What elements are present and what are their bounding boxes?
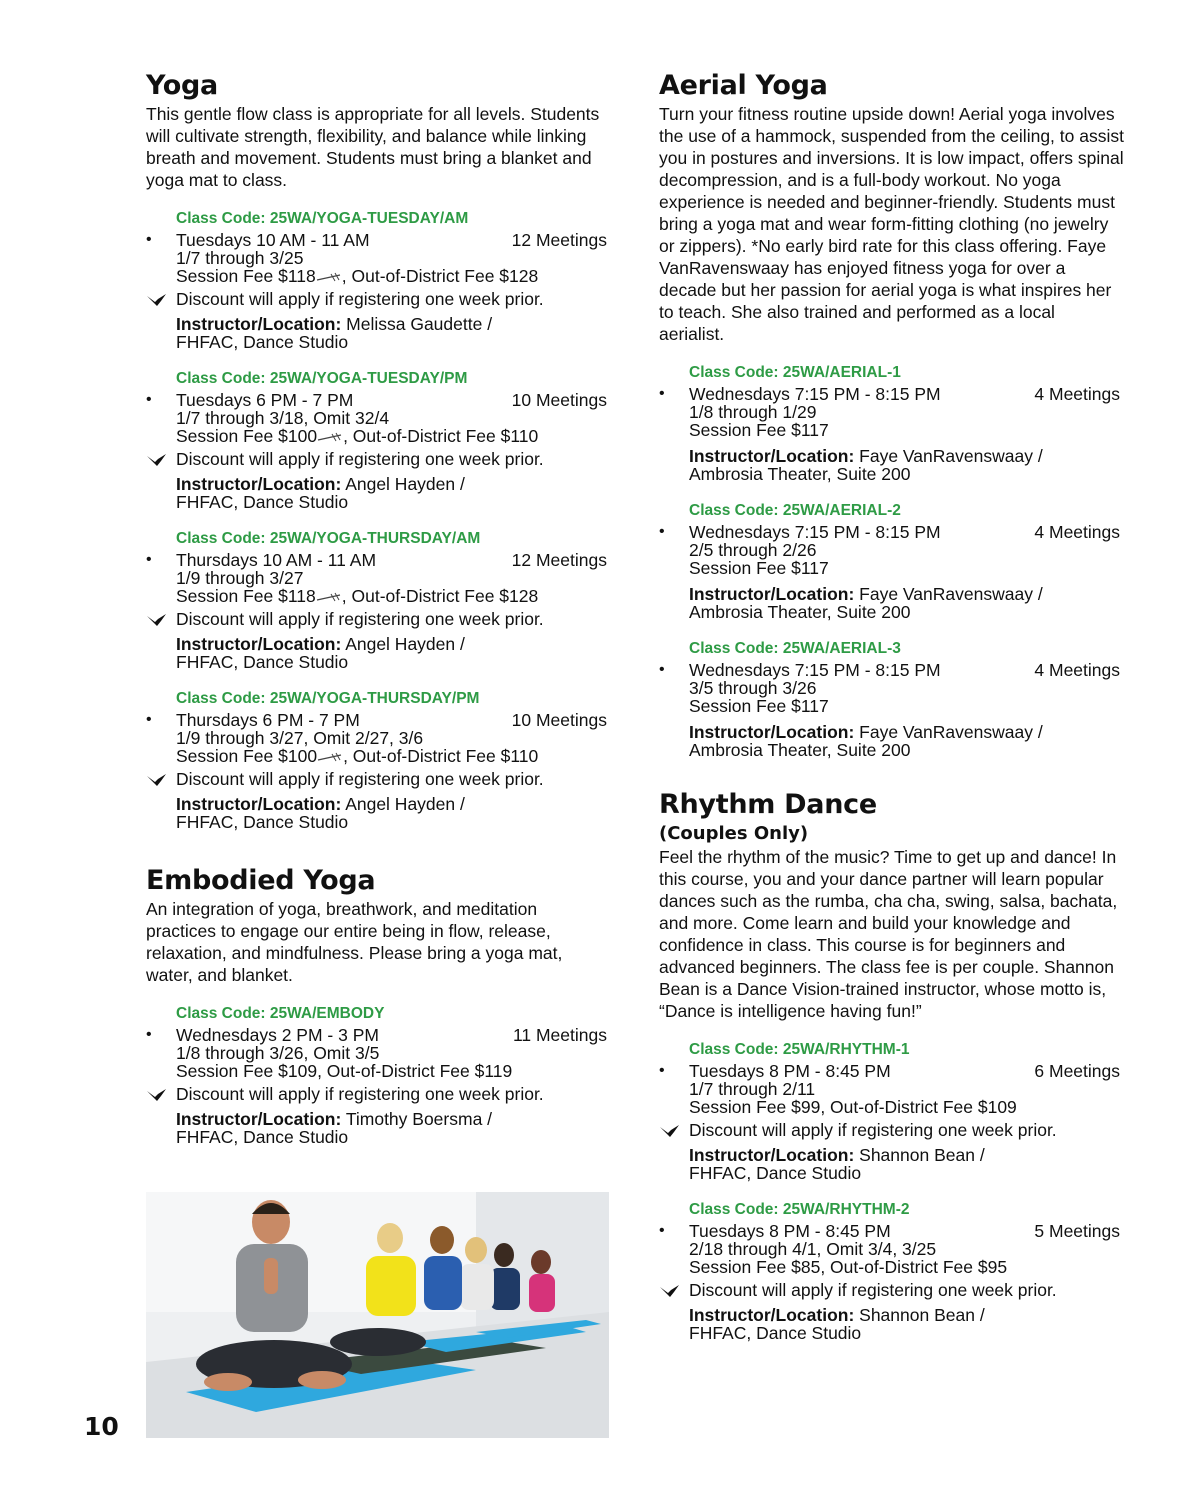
schedule: Tuesdays 8 PM - 8:45 PM (689, 1221, 891, 1241)
early-bird-icon (317, 431, 343, 443)
bird-icon (146, 773, 168, 787)
instructor-location (146, 635, 611, 671)
discount-text: Discount will apply if registering one week prior. (176, 1084, 544, 1104)
bullet: • (659, 1062, 665, 1079)
bird-icon (146, 613, 168, 627)
schedule-line (146, 551, 611, 569)
instructor-name: Angel Hayden / (345, 794, 465, 814)
location: FHFAC, Dance Studio (176, 652, 349, 672)
meetings-count: 10 Meetings (511, 710, 607, 730)
class-code: Class Code: 25WA/YOGA-TUESDAY/PM (176, 370, 468, 387)
dates: 3/5 through 3/26 (689, 678, 817, 698)
yoga-section (146, 70, 611, 831)
instructor-label: Instructor/Location: (689, 1145, 855, 1165)
dates: 2/18 through 4/1, Omit 3/4, 3/25 (689, 1239, 937, 1259)
class-session (659, 363, 1124, 483)
schedule: Wednesdays 7:15 PM - 8:15 PM (689, 384, 941, 404)
meetings-count: 4 Meetings (1034, 384, 1120, 404)
instructor-label: Instructor/Location: (176, 314, 342, 334)
dates: 1/9 through 3/27 (176, 568, 304, 588)
section-title: Embodied Yoga (146, 865, 376, 896)
instructor-location (146, 1110, 611, 1146)
out-of-district-fee: , Out-of-District Fee $110 (343, 426, 539, 446)
early-bird-icon (316, 271, 342, 283)
class-code: Class Code: 25WA/AERIAL-3 (689, 640, 901, 657)
aerial-yoga-section (659, 70, 1124, 759)
fee-line (146, 267, 611, 285)
discount-note (146, 1083, 611, 1105)
meetings-count: 4 Meetings (1034, 660, 1120, 680)
session-fee: Session Fee $100 (176, 746, 318, 766)
class-session (146, 689, 611, 831)
class-code: Class Code: 25WA/AERIAL-2 (689, 502, 901, 519)
schedule: Wednesdays 7:15 PM - 8:15 PM (689, 522, 941, 542)
schedule-line (659, 1062, 1124, 1080)
instructor-name: Melissa Gaudette / (346, 314, 493, 334)
location: FHFAC, Dance Studio (689, 1323, 862, 1343)
discount-note (146, 448, 611, 470)
dates: 1/8 through 1/29 (689, 402, 817, 422)
instructor-location (146, 795, 611, 831)
class-code: Class Code: 25WA/EMBODY (176, 1005, 385, 1022)
meetings-count: 4 Meetings (1034, 522, 1120, 542)
schedule-line (659, 1222, 1124, 1240)
section-title: Yoga (146, 70, 218, 101)
schedule-line (146, 391, 611, 409)
fee-line (146, 587, 611, 605)
location: FHFAC, Dance Studio (176, 1127, 349, 1147)
bullet: • (146, 711, 152, 728)
schedule-line (146, 711, 611, 729)
schedule-line (146, 1026, 611, 1044)
location: FHFAC, Dance Studio (176, 492, 349, 512)
dates: 2/5 through 2/26 (689, 540, 817, 560)
fee-line: Session Fee $109, Out-of-District Fee $119 (176, 1061, 513, 1081)
dates: 1/7 through 2/11 (689, 1079, 816, 1099)
fee-line (146, 747, 611, 765)
discount-note (659, 1279, 1124, 1301)
class-session (146, 209, 611, 351)
section-description: An integration of yoga, breathwork, and meditation practices to engage our entire being in flow, release, relaxation, and mindfulness. Please bring a yoga mat, water, and blanket. (146, 899, 563, 985)
discount-text: Discount will apply if registering one week prior. (176, 289, 544, 309)
right-column (659, 70, 1124, 1376)
schedule: Thursdays 6 PM - 7 PM (176, 710, 360, 730)
class-code: Class Code: 25WA/RHYTHM-2 (689, 1201, 910, 1218)
class-session (146, 529, 611, 671)
out-of-district-fee: , Out-of-District Fee $110 (343, 746, 539, 766)
section-title: Aerial Yoga (659, 70, 828, 101)
instructor-name: Shannon Bean / (859, 1305, 985, 1325)
session-fee: Session Fee $118 (176, 586, 316, 606)
instructor-name: Angel Hayden / (345, 474, 465, 494)
instructor-location (146, 475, 611, 511)
instructor-label: Instructor/Location: (176, 634, 342, 654)
meetings-count: 5 Meetings (1034, 1221, 1120, 1241)
session-fee: Session Fee $118 (176, 266, 316, 286)
session-fee: Session Fee $100 (176, 426, 318, 446)
schedule-line (659, 385, 1124, 403)
instructor-label: Instructor/Location: (689, 722, 855, 742)
discount-text: Discount will apply if registering one week prior. (176, 769, 544, 789)
class-session (659, 501, 1124, 621)
instructor-label: Instructor/Location: (176, 794, 342, 814)
location: FHFAC, Dance Studio (176, 812, 349, 832)
photo-illustration (146, 1192, 609, 1438)
bullet: • (146, 231, 152, 248)
section-description: This gentle flow class is appropriate for all levels. Students will cultivate strength, flexibility, and balance while linking breath and movement. Students must bring a blanket and yoga mat to class. (146, 104, 600, 190)
instructor-name: Angel Hayden / (345, 634, 465, 654)
schedule: Tuesdays 6 PM - 7 PM (176, 390, 354, 410)
meetings-count: 12 Meetings (511, 230, 607, 250)
instructor-name: Faye VanRavenswaay / (859, 584, 1043, 604)
early-bird-icon (316, 591, 342, 603)
class-code: Class Code: 25WA/RHYTHM-1 (689, 1041, 910, 1058)
meetings-count: 10 Meetings (511, 390, 607, 410)
instructor-location (659, 1306, 1124, 1342)
embodied-yoga-section (146, 865, 611, 1146)
discount-text: Discount will apply if registering one week prior. (689, 1120, 1057, 1140)
schedule-line (146, 231, 611, 249)
out-of-district-fee: , Out-of-District Fee $128 (341, 586, 539, 606)
class-session (146, 369, 611, 511)
schedule-line (659, 523, 1124, 541)
class-code: Class Code: 25WA/AERIAL-1 (689, 364, 901, 381)
schedule: Wednesdays 2 PM - 3 PM (176, 1025, 379, 1045)
schedule: Tuesdays 8 PM - 8:45 PM (689, 1061, 891, 1081)
location: Ambrosia Theater, Suite 200 (689, 602, 911, 622)
fee-line: Session Fee $85, Out-of-District Fee $95 (689, 1257, 1008, 1277)
instructor-label: Instructor/Location: (176, 1109, 342, 1129)
discount-note (146, 288, 611, 310)
schedule: Thursdays 10 AM - 11 AM (176, 550, 377, 570)
bird-icon (146, 1088, 168, 1102)
bullet: • (659, 661, 665, 678)
class-session (659, 1040, 1124, 1182)
out-of-district-fee: , Out-of-District Fee $128 (341, 266, 539, 286)
schedule: Wednesdays 7:15 PM - 8:15 PM (689, 660, 941, 680)
location: Ambrosia Theater, Suite 200 (689, 464, 911, 484)
bird-icon (146, 453, 168, 467)
fee-line (146, 427, 611, 445)
section-description: Turn your fitness routine upside down! Aerial yoga involves the use of a hammock, suspended from the ceiling, to assist you in postures and inversions. It is low impact, offers spinal decompression, and is a full-body workout. No yoga experience is needed and beginner-friendly. Students must bring a yoga mat and wear form-fitting clothing (no jewelry or zippers). *No early bird rate for this class offering. Faye VanRavenswaay has enjoyed fitness yoga for over a decade but her passion for aerial yoga is what inspires her to teach. She also trained and performed as a local aerialist. (659, 104, 1124, 344)
instructor-location (659, 447, 1124, 483)
discount-note (659, 1119, 1124, 1141)
yoga-class-photo (146, 1192, 609, 1438)
left-column (146, 70, 611, 1180)
location: Ambrosia Theater, Suite 200 (689, 740, 911, 760)
dates: 1/7 through 3/25 (176, 248, 304, 268)
instructor-label: Instructor/Location: (176, 474, 342, 494)
page-number: 10 (84, 1412, 119, 1441)
bullet: • (659, 385, 665, 402)
instructor-location (659, 585, 1124, 621)
fee-line: Session Fee $117 (689, 558, 829, 578)
class-session (659, 639, 1124, 759)
section-description: Feel the rhythm of the music? Time to get up and dance! In this course, you and your dance partner will learn popular dances such as the rumba, cha cha, swing, salsa, bachata, and more. Come learn and build your knowledge and confidence in class. This course is for beginners and advanced beginners. The class fee is per couple. Shannon Bean is a Dance Vision-trained instructor, whose motto is, “Dance is intelligence having fun!” (659, 847, 1118, 1021)
meetings-count: 11 Meetings (512, 1025, 607, 1045)
discount-text: Discount will apply if registering one week prior. (689, 1280, 1057, 1300)
meetings-count: 6 Meetings (1034, 1061, 1120, 1081)
rhythm-dance-section (659, 789, 1124, 1342)
instructor-name: Shannon Bean / (859, 1145, 985, 1165)
meetings-count: 12 Meetings (511, 550, 607, 570)
instructor-label: Instructor/Location: (689, 1305, 855, 1325)
instructor-name: Faye VanRavenswaay / (859, 446, 1043, 466)
bird-icon (146, 293, 168, 307)
instructor-label: Instructor/Location: (689, 584, 855, 604)
fee-line: Session Fee $117 (689, 696, 829, 716)
discount-text: Discount will apply if registering one week prior. (176, 609, 544, 629)
instructor-location (659, 1146, 1124, 1182)
instructor-name: Timothy Boersma / (345, 1109, 493, 1129)
section-title: Rhythm Dance (659, 789, 877, 820)
location: FHFAC, Dance Studio (689, 1163, 862, 1183)
discount-note (146, 608, 611, 630)
location: FHFAC, Dance Studio (176, 332, 349, 352)
dates: 1/9 through 3/27, Omit 2/27, 3/6 (176, 728, 424, 748)
schedule: Tuesdays 10 AM - 11 AM (176, 230, 370, 250)
class-session (659, 1200, 1124, 1342)
dates: 1/7 through 3/18, Omit 32/4 (176, 408, 390, 428)
section-subtitle: (Couples Only) (659, 823, 809, 844)
class-code: Class Code: 25WA/YOGA-TUESDAY/AM (176, 210, 469, 227)
bullet: • (146, 391, 152, 408)
discount-text: Discount will apply if registering one week prior. (176, 449, 544, 469)
bird-icon (659, 1284, 681, 1298)
bullet: • (146, 551, 152, 568)
discount-note (146, 768, 611, 790)
class-code: Class Code: 25WA/YOGA-THURSDAY/AM (176, 530, 481, 547)
bullet: • (659, 523, 665, 540)
fee-line: Session Fee $117 (689, 420, 829, 440)
bird-icon (659, 1124, 681, 1138)
schedule-line (659, 661, 1124, 679)
class-session (146, 1004, 611, 1146)
class-code: Class Code: 25WA/YOGA-THURSDAY/PM (176, 690, 480, 707)
instructor-label: Instructor/Location: (689, 446, 855, 466)
early-bird-icon (317, 751, 343, 763)
fee-line: Session Fee $99, Out-of-District Fee $109 (689, 1097, 1017, 1117)
bullet: • (146, 1026, 152, 1043)
bullet: • (659, 1222, 665, 1239)
instructor-location (146, 315, 611, 351)
instructor-location (659, 723, 1124, 759)
instructor-name: Faye VanRavenswaay / (859, 722, 1043, 742)
dates: 1/8 through 3/26, Omit 3/5 (176, 1043, 380, 1063)
